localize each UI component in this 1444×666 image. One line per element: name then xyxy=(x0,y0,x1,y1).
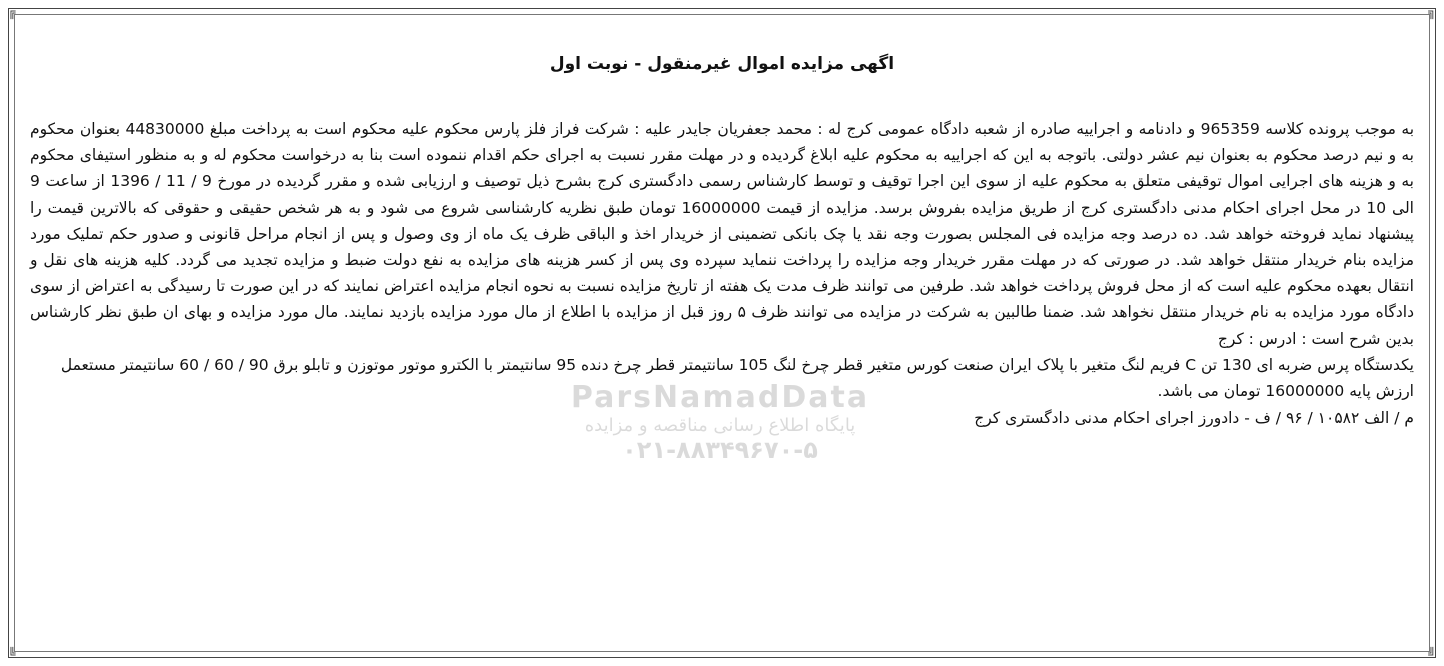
notice-body: به موجب پرونده کلاسه 965359 و دادنامه و اجراییه صادره از شعبه دادگاه عمومی کرج له : محمد جعفریان جایدر علیه : شرکت فراز فلز پارس محکوم علیه محکوم است به پرداخت مبلغ 44830000 بعنوان محکوم به و نیم درصد محکوم به بعنوان نیم عشر دولتی. باتوجه به این که اجراییه به محکوم علیه ابلاغ گردیده و در مهلت مقرر نسبت به اجرای حکم اقدام ننموده است بنا به درخواست محکوم له و به منظور استیفای محکوم به و هزینه های اجرایی اموال توقیفی متعلق به محکوم علیه از سوی این اجرا توقیف و توسط کارشناس رسمی دادگستری کرج بشرح ذیل توصیف و ارزیابی شده و مقرر گردیده در مورخ 9 / 11 / 1396 از ساعت 9 الی 10 در محل اجرای احکام مدنی دادگستری کرج از طریق مزایده بفروش برسد. مزایده از قیمت 16000000 تومان طبق نظریه کارشناسی شروع می شود و به هر شخص حقیقی و حقوقی که بالاترین قیمت را پیشنهاد نماید فروخته خواهد شد. ده درصد وجه مزایده فی المجلس بصورت وجه نقد یا چک بانکی تضمینی از خریدار اخذ و الباقی ظرف یک ماه از وی وصول و پس از انجام مراحل قانونی و صدور حکم تملیک مورد مزایده بنام خریدار منتقل خواهد شد. در صورتی که در مهلت مقرر خریدار وجه مزایده را پرداخت ننماید سپرده وی پس از کسر هزینه های مزایده به نفع دولت ضبط و مزایده تجدید می گردد. کلیه هزینه های نقل و انتقال بعهده محکوم علیه است که از محل فروش پرداخت خواهد شد. طرفین می توانند ظرف مدت یک هفته از تاریخ مزایده نسبت به نحوه انجام مزایده اعتراض نمایند که در این صورت تا رسیدگی به اعتراض از سوی دادگاه مورد مزایده به نام خریدار منتقل نخواهد شد. ضمنا طالبین به شرکت در مزایده می توانند ظرف ۵ روز قبل از مزایده با اطلاع از مال مورد مزایده بازدید نمایند. مال مورد مزایده و بهای ان طبق نظر کارشناس بدین شرح است : ادرس : کرج xyxy=(30,120,1415,348)
notice-title: اگهی مزایده اموال غیرمنقول - نوبت اول xyxy=(549,54,895,74)
notice-footer: م / الف ۱۰۵۸۲ / ۹۶ / ف - دادورز اجرای احکام مدنی دادگستری کرج xyxy=(974,409,1414,428)
watermark-phone: ۰۲۱-۸۸۳۴۹۶۷۰-۵ xyxy=(622,436,818,464)
watermark-brand: ParsNamadData xyxy=(570,380,870,415)
notice-content xyxy=(30,40,1414,432)
auction-item-description: یکدستگاه پرس ضربه ای 130 تن C فریم لنگ متغیر با پلاک ایران صنعت کورس متغیر قطر چرخ لنگ 105 سانتیمتر قطر چرخ دنده 95 سانتیمتر با الکترو موتور موتوزن و تابلو برق 90 / 60 / 60 سانتیمتر مستعمل ارزش پایه 16000000 تومان می باشد. xyxy=(60,355,1414,401)
corner-ornament-icon: ╔ xyxy=(8,5,16,19)
corner-ornament-icon: ╗ xyxy=(1428,5,1436,19)
corner-ornament-icon: ╝ xyxy=(1428,647,1436,661)
watermark-tagline: پایگاه اطلاع رسانی مناقصه و مزایده xyxy=(584,415,856,436)
corner-ornament-icon: ╚ xyxy=(8,647,16,661)
